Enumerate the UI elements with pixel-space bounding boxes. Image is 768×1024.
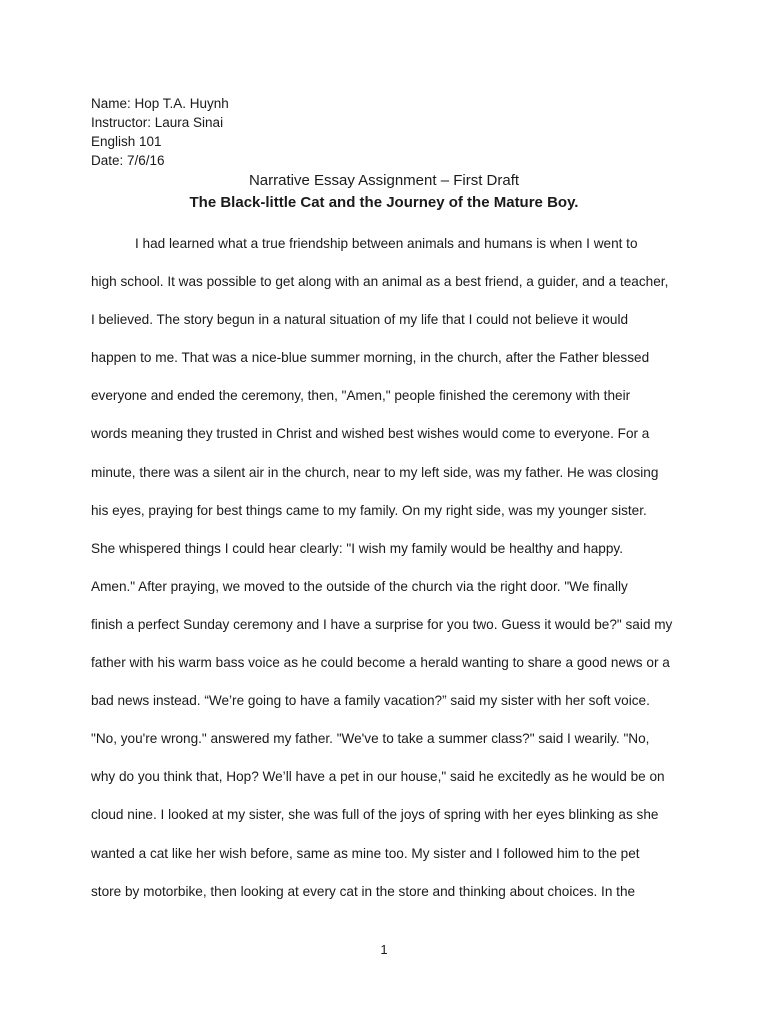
body-line: why do you think that, Hop? We’ll have a pet in our house," said he excitedly as he would be on [91,769,665,785]
body-line: father with his warm bass voice as he could become a herald wanting to share a good news or a [91,655,670,671]
date-line: Date: 7/6/16 [91,153,165,168]
instructor-name: Instructor: Laura Sinai [91,115,224,130]
student-name: Name: Hop T.A. Huynh [91,96,229,111]
body-line: Amen." After praying, we moved to the outside of the church via the right door. "We finally [91,578,628,594]
student-info-header [91,94,229,170]
body-line: minute, there was a silent air in the church, near to my left side, was my father. He was closing [91,464,659,480]
essay-title: The Black-little Cat and the Journey of the Mature Boy. [189,194,579,211]
body-line: words meaning they trusted in Christ and wished best wishes would come to everyone. For a [91,426,650,442]
course-name: English 101 [91,134,162,149]
assignment-subtitle: Narrative Essay Assignment – First Draft [248,172,520,189]
body-line: high school. It was possible to get along with an animal as a best friend, a guider, and a teacher, [91,274,669,290]
page-number: 1 [380,942,388,957]
body-line: bad news instead. “We’re going to have a family vacation?” said my sister with her soft voice. [91,693,650,709]
body-line: finish a perfect Sunday ceremony and I have a surprise for you two. Guess it would be?" said my [91,616,673,632]
body-line: happen to me. That was a nice-blue summer morning, in the church, after the Father blessed [91,350,650,366]
body-line: cloud nine. I looked at my sister, she was full of the joys of spring with her eyes blinking as she [91,807,659,823]
essay-body [91,232,683,918]
body-line: "No, you're wrong." answered my father. "We've to take a summer class?" said I wearily. "No, [91,731,650,747]
body-line: I had learned what a true friendship between animals and humans is when I went to [135,236,638,251]
body-line: She whispered things I could hear clearly: "I wish my family would be healthy and happy. [91,540,623,556]
body-line: I believed. The story begun in a natural situation of my life that I could not believe it would [91,312,629,328]
body-line: store by motorbike, then looking at every cat in the store and thinking about choices. In the [91,883,636,899]
body-line: everyone and ended the ceremony, then, "Amen," people finished the ceremony with their [91,388,631,404]
body-line: his eyes, praying for best things came to my family. On my right side, was my younger sister. [91,502,647,518]
body-line: wanted a cat like her wish before, same as mine too. My sister and I followed him to the pet [91,845,640,861]
